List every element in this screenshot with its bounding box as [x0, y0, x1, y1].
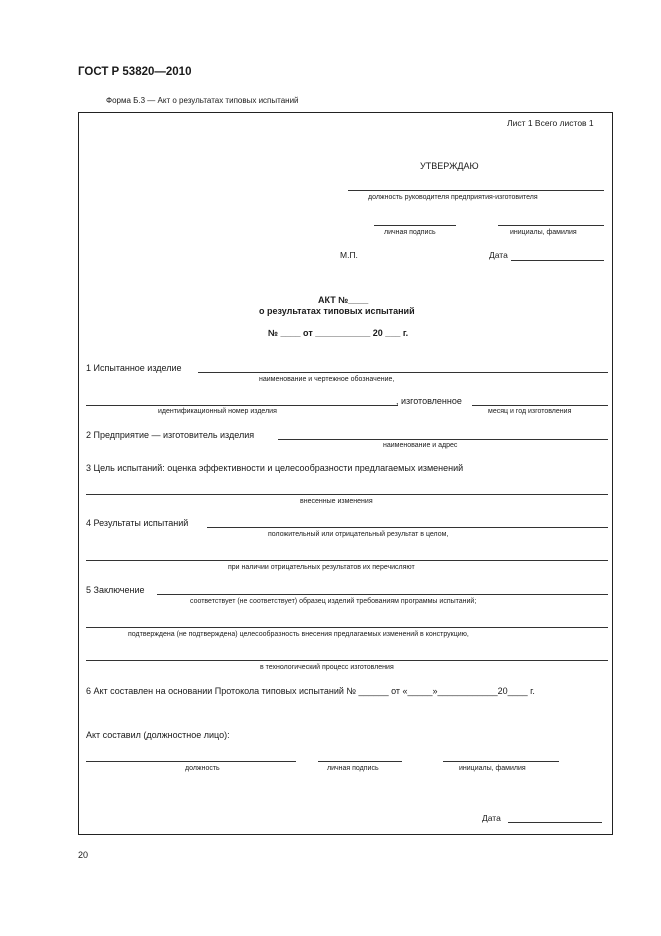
approval-date-label: Дата: [489, 250, 508, 260]
signoff-label: Акт составил (должностное лицо):: [86, 730, 230, 740]
item-5-line-3: [86, 660, 608, 661]
item-1b-line-left: [86, 405, 398, 406]
position-line: [348, 190, 604, 191]
item-5-caption-2: подтверждена (не подтверждена) целесообразность внесения предлагаемых изменений в конструкцию,: [128, 631, 469, 638]
item-1b-manufactured: , изготовленное: [396, 396, 462, 406]
signature-line: [374, 225, 456, 226]
approval-title: УТВЕРЖДАЮ: [420, 161, 479, 171]
item-4-label: 4 Результаты испытаний: [86, 518, 189, 528]
item-3-label: 3 Цель испытаний: оценка эффективности и целесообразности предлагаемых изменений: [86, 463, 464, 473]
item-5-line-2: [86, 627, 608, 628]
item-5-caption-1: соответствует (не соответствует) образец изделий требованиям программы испытаний;: [190, 598, 477, 605]
position-caption: должность руководителя предприятия-изготовителя: [368, 194, 538, 201]
item-6-text: 6 Акт составлен на основании Протокола типовых испытаний № ______ от «_____»____________20____ г.: [86, 686, 535, 696]
document-code: ГОСТ Р 53820—2010: [78, 66, 192, 78]
initials-caption: инициалы, фамилия: [510, 229, 577, 236]
item-2-label: 2 Предприятие — изготовитель изделия: [86, 430, 255, 440]
item-5-caption-3: в технологический процесс изготовления: [260, 664, 394, 671]
item-2-caption: наименование и адрес: [383, 442, 458, 449]
signoff-signature-line: [318, 761, 402, 762]
initials-line: [498, 225, 604, 226]
act-subtitle: о результатах типовых испытаний: [259, 306, 415, 316]
item-1-line: [198, 372, 608, 373]
item-4-line: [207, 527, 608, 528]
form-frame: [78, 112, 613, 835]
item-1-label: 1 Испытанное изделие: [86, 363, 182, 373]
item-1b-caption-right: месяц и год изготовления: [488, 408, 572, 415]
signoff-date-line: [508, 822, 602, 823]
item-4-caption-2: при наличии отрицательных результатов их перечисляют: [228, 564, 415, 571]
item-4-caption-1: положительный или отрицательный результат в целом,: [268, 531, 449, 538]
form-caption: Форма Б.3 — Акт о результатах типовых испытаний: [106, 96, 299, 105]
item-2-line: [278, 439, 608, 440]
item-1b-caption-left: идентификационный номер изделия: [158, 408, 277, 415]
signoff-initials-line: [443, 761, 559, 762]
approval-date-line: [511, 260, 604, 261]
page-number: 20: [78, 850, 89, 860]
signoff-initials-caption: инициалы, фамилия: [459, 765, 526, 772]
signoff-date-label: Дата: [482, 813, 501, 823]
sheet-info: Лист 1 Всего листов 1: [507, 118, 594, 128]
item-5-label: 5 Заключение: [86, 585, 145, 595]
signoff-position-caption: должность: [185, 765, 220, 772]
item-3-line: [86, 494, 608, 495]
item-1-caption: наименование и чертежное обозначение,: [259, 376, 395, 383]
item-3-caption: внесенные изменения: [300, 498, 373, 505]
item-1b-line-right: [472, 405, 608, 406]
act-title: АКТ №____: [318, 295, 369, 305]
signoff-signature-caption: личная подпись: [327, 765, 379, 772]
stamp-label: М.П.: [340, 250, 358, 260]
item-5-line: [157, 594, 608, 595]
item-4-line-2: [86, 560, 608, 561]
act-number-date: № ____ от ___________ 20 ___ г.: [268, 328, 409, 338]
signoff-position-line: [86, 761, 296, 762]
signature-caption: личная подпись: [384, 229, 436, 236]
